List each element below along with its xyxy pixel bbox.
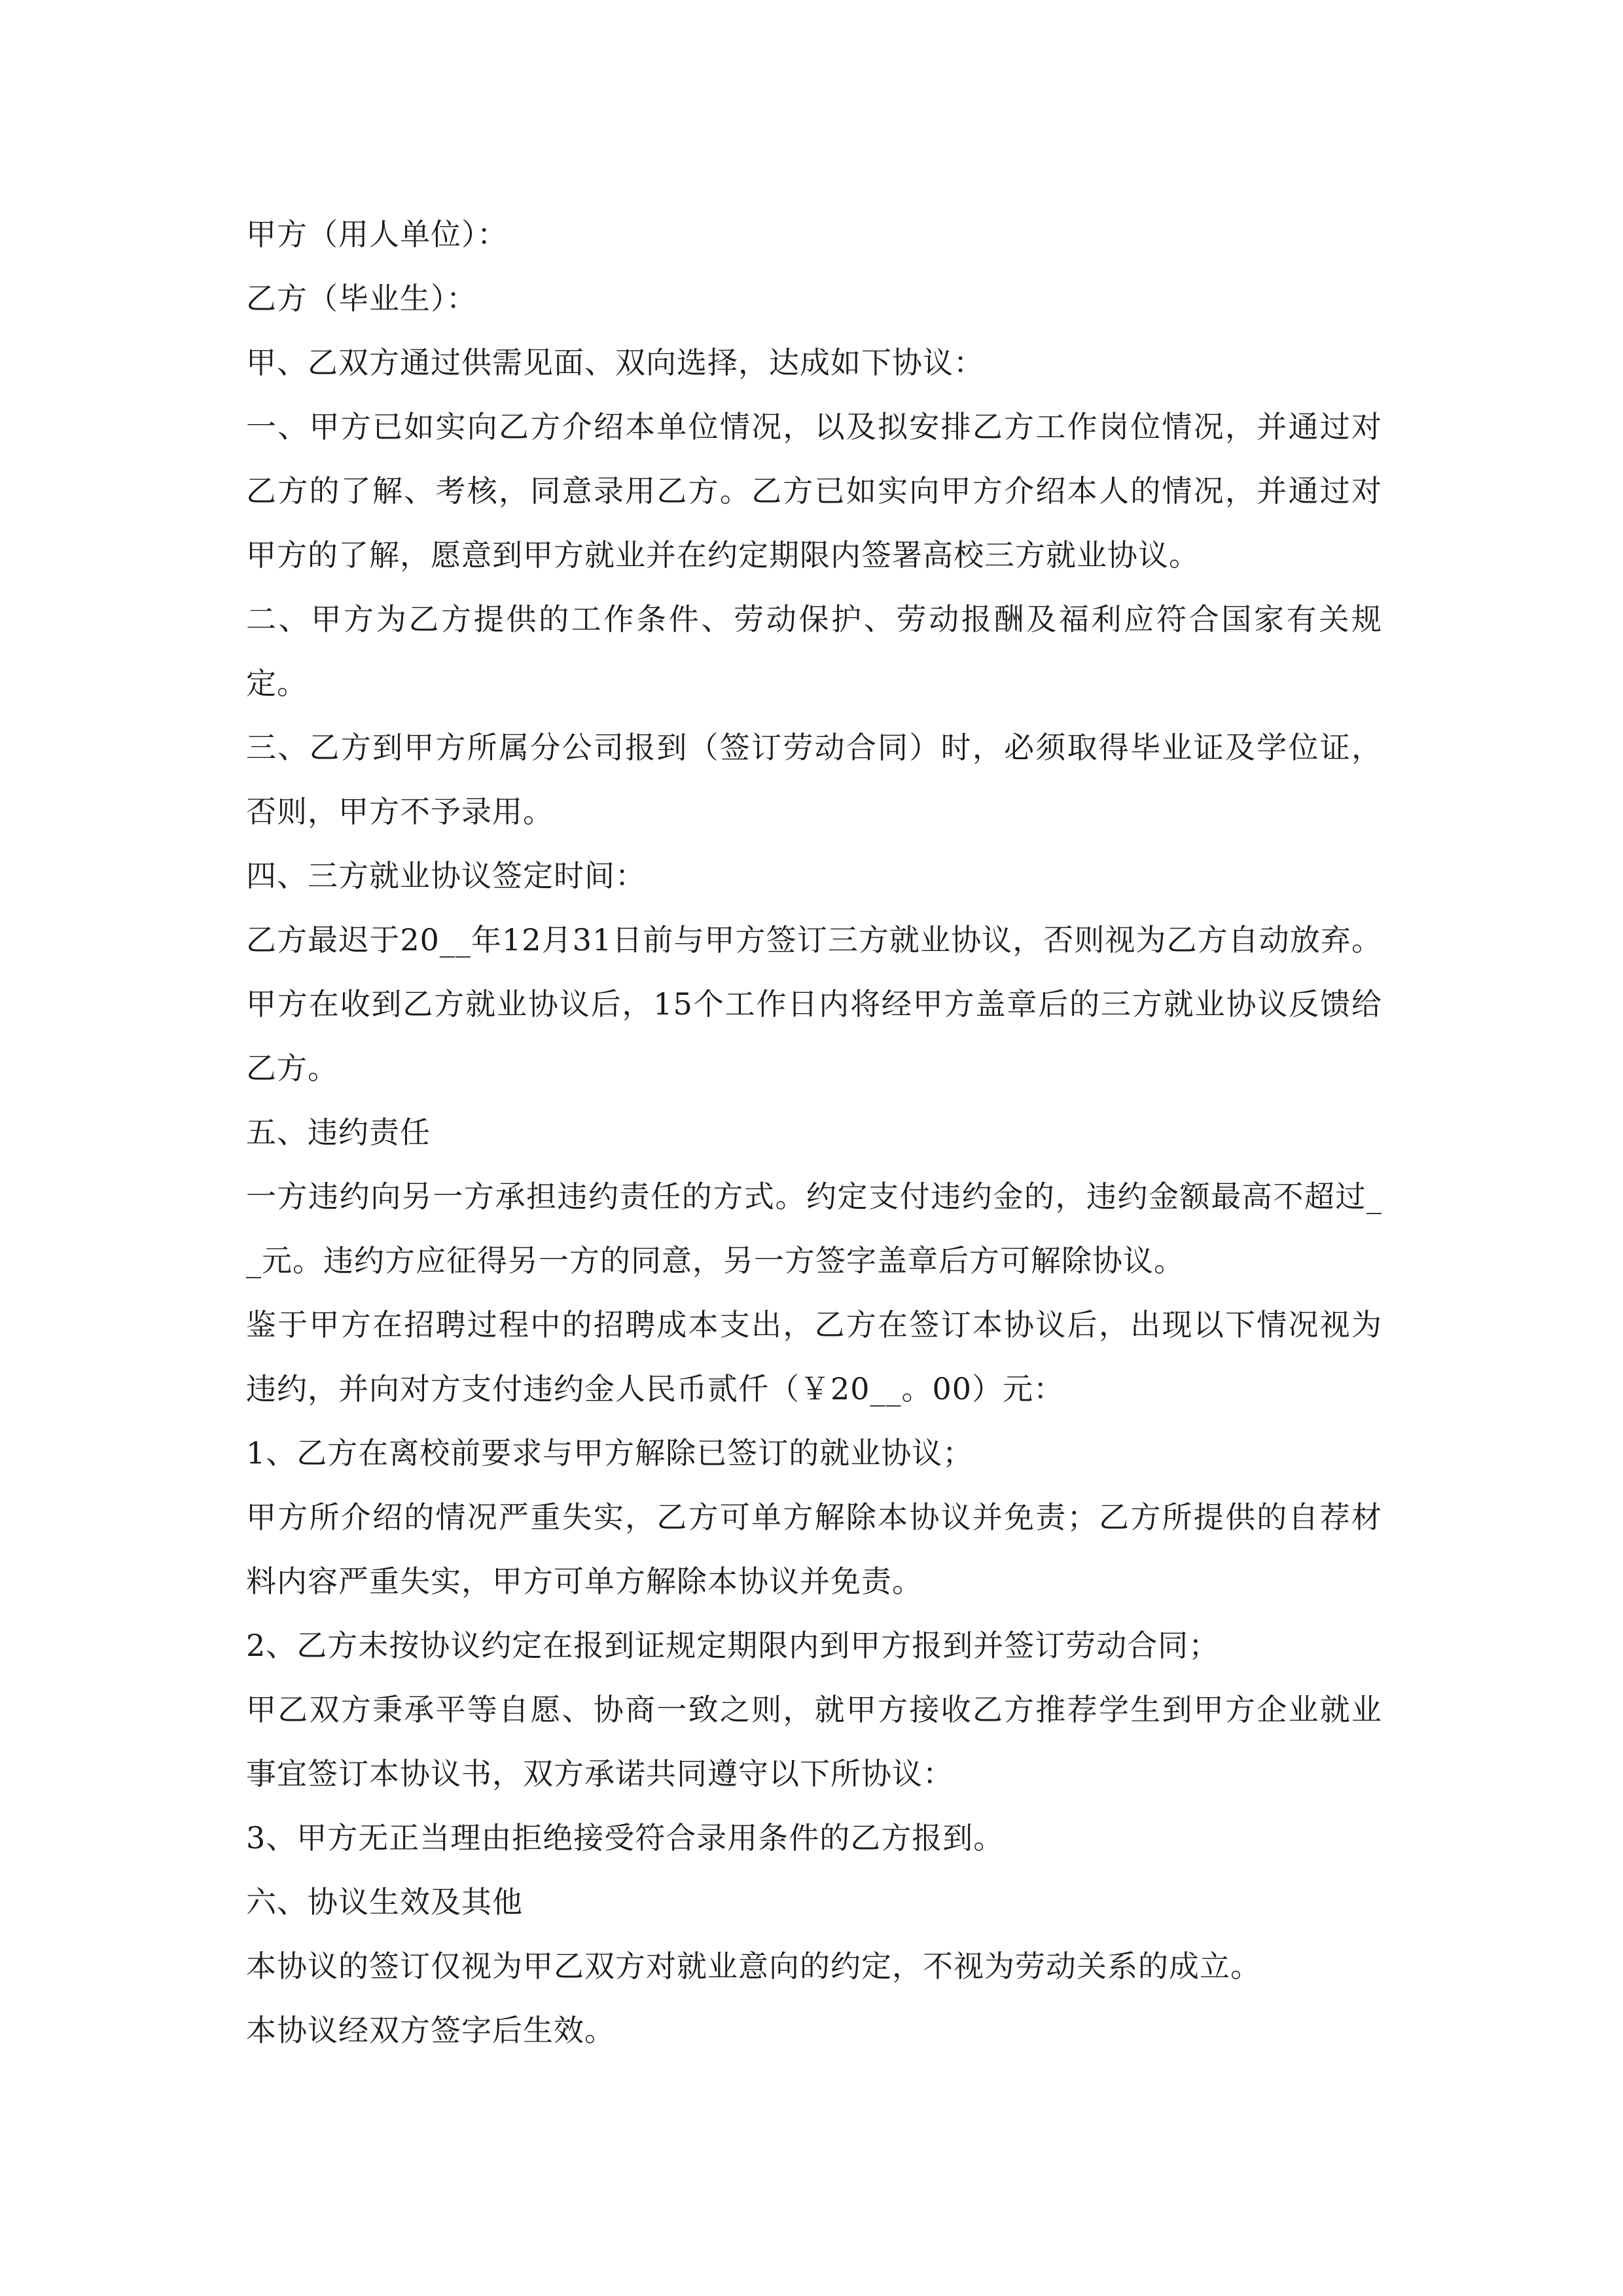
clause-5-heading: 五、违约责任 xyxy=(246,1115,431,1150)
breach-item-1: 1、乙方在离校前要求与甲方解除已签订的就业协议； xyxy=(246,1435,974,1471)
breach-conditions-intro: 鉴于甲方在招聘过程中的招聘成本支出，乙方在签订本协议后，出现以下情况视为违约，并向对方支付违约金人民币贰仟（￥20__。00）元： xyxy=(246,1307,1382,1407)
party-a-line: 甲方（用人单位）： xyxy=(246,217,508,252)
misrepresentation-clause: 甲方所介绍的情况严重失实，乙方可单方解除本协议并免责；乙方所提供的自荐材料内容严重失实，甲方可单方解除本协议并免责。 xyxy=(246,1499,1382,1599)
clause-4-heading: 四、三方就业协议签定时间： xyxy=(246,858,646,893)
clause-4-body: 乙方最迟于20__年12月31日前与甲方签订三方就业协议，否则视为乙方自动放弃。甲方在收到乙方就业协议后，15个工作日内将经甲方盖章后的三方就业协议反馈给乙方。 xyxy=(246,922,1382,1086)
breach-item-2: 2、乙方未按协议约定在报到证规定期限内到甲方报到并签订劳动合同； xyxy=(246,1628,1220,1663)
clause-6-heading: 六、协议生效及其他 xyxy=(246,1884,523,1920)
principles-paragraph: 甲乙双方秉承平等自愿、协商一致之则，就甲方接收乙方推荐学生到甲方企业就业事宜签订本协议书，双方承诺共同遵守以下所协议： xyxy=(246,1692,1382,1791)
clause-2: 二、甲方为乙方提供的工作条件、劳动保护、劳动报酬及福利应符合国家有关规定。 xyxy=(246,601,1382,701)
agreement-intro: 甲、乙双方通过供需见面、双向选择，达成如下协议： xyxy=(246,345,984,380)
clause-6-body: 本协议的签订仅视为甲乙双方对就业意向的约定，不视为劳动关系的成立。 xyxy=(246,1948,1261,1984)
party-b-line: 乙方（毕业生）： xyxy=(246,281,477,316)
document-body xyxy=(246,202,1382,2062)
clause-1: 一、甲方已如实向乙方介绍本单位情况，以及拟安排乙方工作岗位情况，并通过对乙方的了解、考核，同意录用乙方。乙方已如实向甲方介绍本人的情况，并通过对甲方的了解，愿意到甲方就业并在约定期限内签署高校三方就业协议。 xyxy=(246,409,1382,573)
clause-5-body: 一方违约向另一方承担违约责任的方式。约定支付违约金的，违约金额最高不超过__元。违约方应征得另一方的同意，另一方签字盖章后方可解除协议。 xyxy=(246,1179,1382,1278)
clause-3: 三、乙方到甲方所属分公司报到（签订劳动合同）时，必须取得毕业证及学位证，否则，甲方不予录用。 xyxy=(246,730,1382,829)
effective-statement: 本协议经双方签字后生效。 xyxy=(246,2013,615,2048)
breach-item-3: 3、甲方无正当理由拒绝接受符合录用条件的乙方报到。 xyxy=(246,1820,1005,1856)
